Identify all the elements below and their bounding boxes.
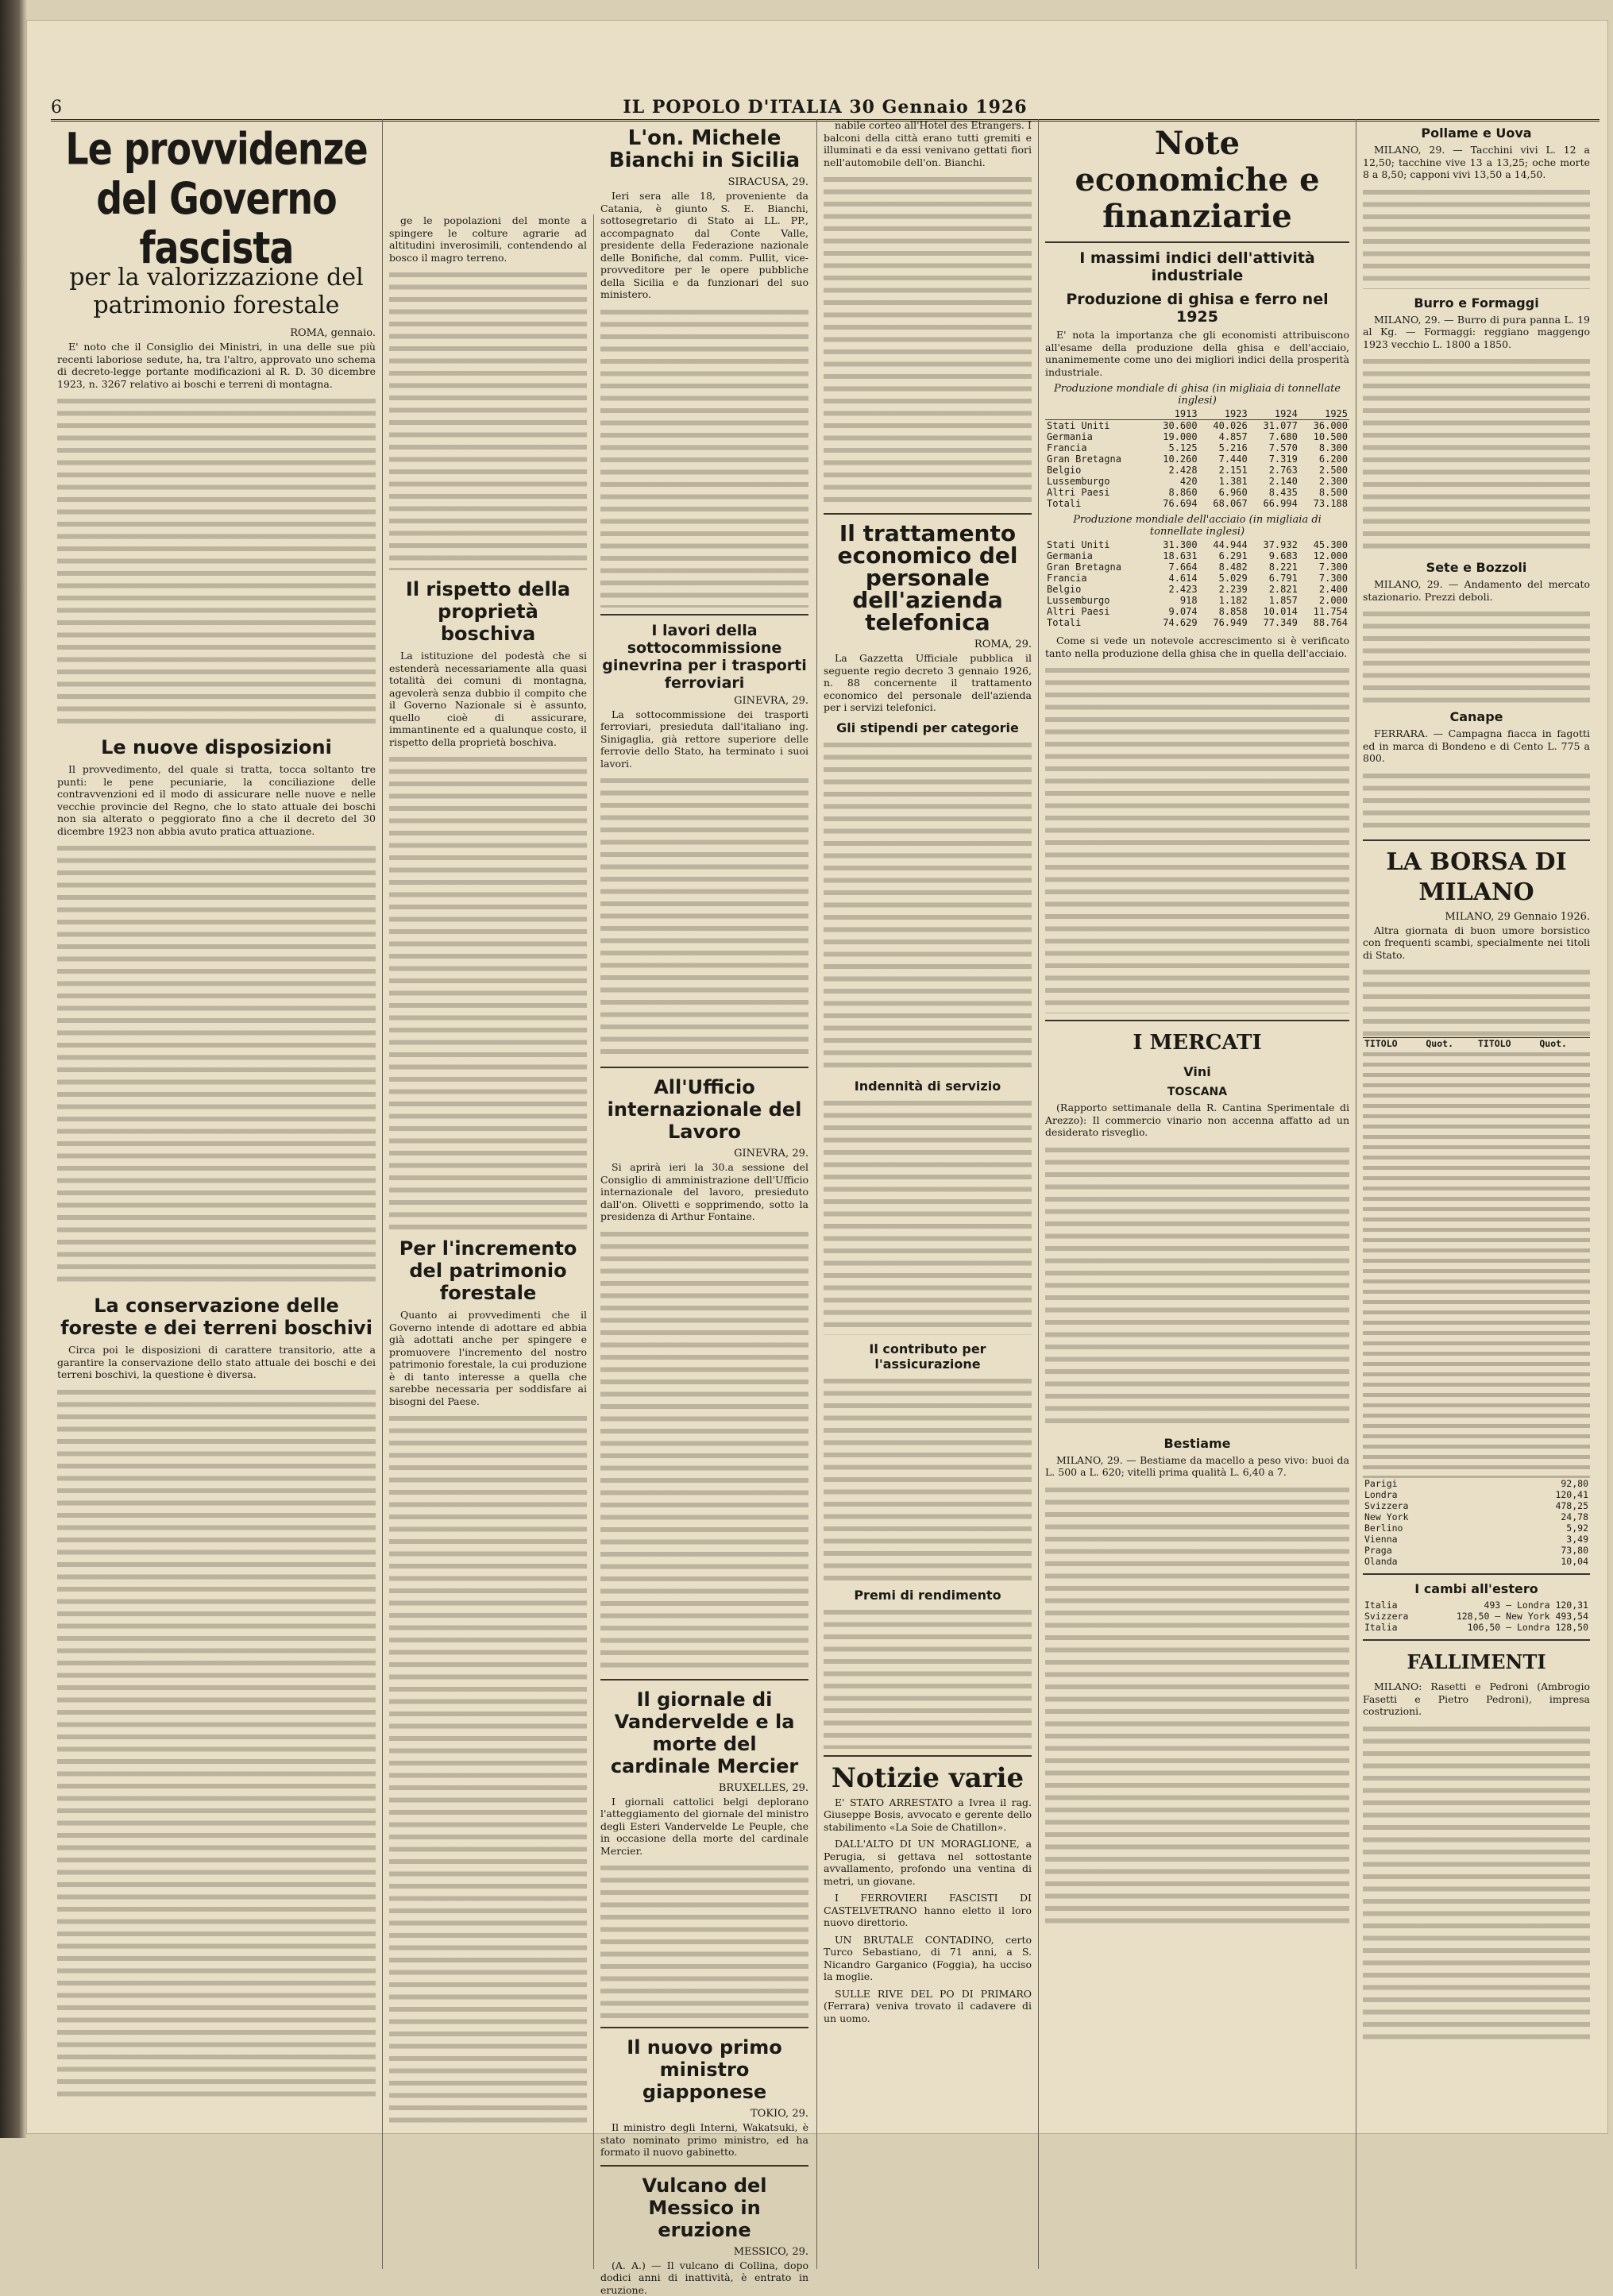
table-cell: Londra	[1363, 1489, 1491, 1500]
table-header-cell: 1925	[1299, 408, 1349, 420]
table-header-cell: 1923	[1199, 408, 1249, 420]
table-header-cell: 1913	[1149, 408, 1199, 420]
table-cell: 8.500	[1299, 487, 1349, 498]
table-header-cell: Quot.	[1424, 1038, 1476, 1050]
article-body-text	[1363, 1723, 1590, 2040]
table-cell: 36.000	[1299, 420, 1349, 432]
table-cell: 45.300	[1299, 539, 1349, 550]
article-body-text	[600, 774, 808, 1060]
table-cell: Lussemburgo	[1045, 595, 1149, 606]
table-cell: 37.932	[1249, 539, 1299, 550]
article-text: (Rapporto settimanale della R. Cantina Sperimentale di Arezzo): Il commercio vinario non accenna affatto ad un desiderato risveglio.	[1045, 1102, 1349, 1139]
section-text: Quanto ai provvedimenti che il Governo intende di adottare ed abbia già adottati anche per spingere e promuovere l'incremento del nostro patrimonio forestale, la cui produzione è di tanto interesse a quella che sarebbe necessaria per soddisfare ai bisogni del Paese.	[389, 1309, 587, 1407]
table-cell: 5.125	[1149, 442, 1199, 453]
table-title: Produzione mondiale dell'acciaio (in migliaia di tonnellate inglesi)	[1045, 514, 1349, 538]
headline-vandervelde: Il giornale di Vandervelde e la morte del cardinale Mercier	[600, 1688, 808, 1777]
exchange-table	[1363, 1599, 1590, 1633]
article-body-text	[1363, 608, 1590, 703]
table-cell: Svizzera	[1363, 1500, 1491, 1511]
headline-vulcano: Vulcano del Messico in eruzione	[600, 2174, 808, 2241]
table-cell: Gran Bretagna	[1045, 453, 1149, 465]
table-row	[1363, 1545, 1590, 1556]
page-masthead	[51, 95, 1599, 122]
table-header-cell: TITOLO	[1363, 1038, 1424, 1050]
table-row	[1363, 1556, 1590, 1567]
table-cell: 8.221	[1249, 561, 1299, 573]
table-cell: 19.000	[1149, 431, 1199, 442]
table-cell: 2.151	[1199, 465, 1249, 476]
table-cell: 2.239	[1199, 584, 1249, 595]
table-row	[1045, 584, 1349, 595]
section-heading: Vini	[1045, 1064, 1349, 1079]
table-cell: Praga	[1363, 1545, 1491, 1556]
section-heading: Le nuove disposizioni	[57, 736, 376, 758]
article-text: La Gazzetta Ufficiale pubblica il seguente regio decreto 3 gennaio 1926, n. 88 concernente il trattamento economico del personale dell'azienda per i servizi telefonici.	[824, 652, 1032, 714]
article-continuation: ge le popolazioni del monte a spingere le colture agrarie ad altitudini inverosimili, contendendo al bosco il magro terreno.	[389, 214, 587, 264]
table-cell: 2.400	[1299, 584, 1349, 595]
headline-ghisa: Produzione di ghisa e ferro nel 1925	[1045, 291, 1349, 326]
article-text: MILANO, 29. — Bestiame da macello a peso vivo: buoi da L. 500 a L. 620; vitelli prima qualità L. 6,40 a 7.	[1045, 1454, 1349, 1479]
article-text: Come si vede un notevole accrescimento si è verificato tanto nella produzione della ghisa che in quella dell'acciaio.	[1045, 635, 1349, 659]
table-cell: 10.260	[1149, 453, 1199, 465]
table-cell: 6.291	[1199, 550, 1249, 561]
table-cell: 2.000	[1299, 595, 1349, 606]
article-body-text	[389, 1412, 587, 2127]
article-body-text	[1045, 1484, 1349, 1928]
region-heading: TOSCANA	[1045, 1086, 1349, 1098]
section-text: La istituzione del podestà che si estenderà necessariamente alla quasi totalità dei comuni di montagna, agevolerà senza dubbio il compito che il Governo Nazionale si è assunto, quello cioè di assicurare, immantinente ed a qualunque costo, il rispetto della proprietà boschiva.	[389, 650, 587, 748]
table-cell: 3,49	[1491, 1534, 1590, 1545]
table-cell: 73.188	[1299, 498, 1349, 509]
section-heading: Premi di rendimento	[824, 1588, 1032, 1603]
news-brief: SULLE RIVE DEL PO DI PRIMARO (Ferrara) veniva trovato il cadavere di un uomo.	[824, 1988, 1032, 2025]
table-cell: 40.026	[1199, 420, 1249, 432]
table-cell: 76.694	[1149, 498, 1199, 509]
dateline: ROMA, 29.	[824, 639, 1032, 650]
headline-giappone: Il nuovo primo ministro giapponese	[600, 2036, 808, 2103]
table-row	[1363, 1500, 1590, 1511]
table-cell: 66.994	[1249, 498, 1299, 509]
headline-notizie-varie: Notizie varie	[824, 1763, 1032, 1793]
table-cell: 478,25	[1491, 1500, 1590, 1511]
section-title-mercati: I MERCATI	[1045, 1028, 1349, 1058]
section-heading: La conservazione delle foreste e dei terreni boschivi	[57, 1295, 376, 1339]
table-cell: Germania	[1045, 550, 1149, 561]
table-cell: Belgio	[1045, 465, 1149, 476]
article-body-text	[824, 173, 1032, 507]
table-cell: Parigi	[1363, 1478, 1491, 1489]
article-text: I giornali cattolici belgi deplorano l'atteggiamento del giornale del ministro degli Esteri Vandervelde Le Peuple, che in occasione della morte del cardinale Mercier.	[600, 1796, 808, 1858]
table-cell: 2.423	[1149, 584, 1199, 595]
table-row	[1045, 453, 1349, 465]
headline-ufficio-lavoro: All'Ufficio internazionale del Lavoro	[600, 1076, 808, 1143]
article-body-text	[389, 268, 587, 570]
column-3	[594, 119, 1039, 2269]
table-cell: 31.300	[1149, 539, 1199, 550]
table-cell: Totali	[1045, 498, 1149, 509]
table-cell: 7.664	[1149, 561, 1199, 573]
table-cell: Berlino	[1363, 1522, 1491, 1534]
table-cell: 7.300	[1299, 573, 1349, 584]
dateline: ROMA, gennaio.	[57, 327, 376, 339]
column-2	[383, 214, 594, 2269]
article-continuation: nabile corteo all'Hotel des Etrangers. I balconi della città erano tutti gremiti e illuminati e da essi venivano gettati fiori nell'automobile dell'on. Bianchi.	[824, 119, 1032, 168]
dateline: MILANO, 29 Gennaio 1926.	[1363, 911, 1590, 923]
table-cell: Francia	[1045, 573, 1149, 584]
table-cell: Lussemburgo	[1045, 476, 1149, 487]
table-cell: 88.764	[1299, 617, 1349, 628]
section-title-economia: Note economiche e finanziarie	[1045, 125, 1349, 235]
table-row	[1363, 1611, 1590, 1622]
table-cell: 7.570	[1249, 442, 1299, 453]
table-title: Produzione mondiale di ghisa (in migliaia di tonnellate inglesi)	[1045, 383, 1349, 407]
table-cell: 8.435	[1249, 487, 1299, 498]
table-row	[1045, 573, 1349, 584]
article-text: MILANO: Rasetti e Pedroni (Ambrogio Fasetti e Pietro Pedroni), impresa costruzioni.	[1363, 1681, 1590, 1718]
table-cell: 106,50 — Londra 128,50	[1422, 1622, 1590, 1633]
table-cell: 10.500	[1299, 431, 1349, 442]
page-number: 6	[51, 98, 83, 118]
column-1	[51, 119, 383, 2269]
dateline: BRUXELLES, 29.	[600, 1782, 808, 1794]
table-row	[1363, 1511, 1590, 1522]
table-row	[1045, 595, 1349, 606]
table-row	[1363, 1478, 1590, 1489]
section-heading: Canape	[1363, 709, 1590, 724]
table-cell: 9.683	[1249, 550, 1299, 561]
article-body-text	[824, 1097, 1032, 1335]
news-brief: I FERROVIERI FASCISTI DI CASTELVETRANO hanno eletto il loro nuovo direttorio.	[824, 1892, 1032, 1929]
page-binding-shadow	[0, 0, 27, 2138]
section-heading: Bestiame	[1045, 1436, 1349, 1451]
article-body-text	[57, 842, 376, 1287]
table-cell: Italia	[1363, 1599, 1422, 1611]
table-row	[1045, 465, 1349, 476]
table-cell: Svizzera	[1363, 1611, 1422, 1622]
table-header-cell	[1045, 408, 1149, 420]
table-cell: 31.077	[1249, 420, 1299, 432]
table-cell: 73,80	[1491, 1545, 1590, 1556]
table-cell: 2.428	[1149, 465, 1199, 476]
table-cell: New York	[1363, 1511, 1491, 1522]
article-text: MILANO, 29. — Burro di pura panna L. 19 al Kg. — Formaggi: reggiano maggengo 1923 vecchio L. 1800 a 1850.	[1363, 314, 1590, 351]
table-cell: 6.960	[1199, 487, 1249, 498]
article-body-text	[1363, 355, 1590, 554]
table-cell: 92,80	[1491, 1478, 1590, 1489]
table-cell: 6.200	[1299, 453, 1349, 465]
table-cell: 77.349	[1249, 617, 1299, 628]
table-row	[1045, 487, 1349, 498]
article-body-text	[824, 1375, 1032, 1581]
table-cell: 7.680	[1249, 431, 1299, 442]
headline-bianchi-sicilia: L'on. Michele Bianchi in Sicilia	[600, 127, 808, 172]
table-cell: 128,50 — New York 493,54	[1422, 1611, 1590, 1622]
table-cell: 5,92	[1491, 1522, 1590, 1534]
news-brief: UN BRUTALE CONTADINO, certo Turco Sebastiano, di 71 anni, a S. Nicandro Garganico (Foggia), ha ucciso la moglie.	[824, 1934, 1032, 1983]
table-row	[1045, 476, 1349, 487]
table-cell: Gran Bretagna	[1045, 561, 1149, 573]
table-cell: 420	[1149, 476, 1199, 487]
article-text: FERRARA. — Campagna fiacca in fagotti ed in marca di Bondeno e di Cento L. 775 a 800.	[1363, 727, 1590, 765]
article-body-text	[1045, 664, 1349, 1013]
article-body-text	[1363, 770, 1590, 833]
main-subheadline: per la valorizzazione del patrimonio forestale	[57, 264, 376, 319]
article-body-text	[600, 306, 808, 608]
table-cell: 2.821	[1249, 584, 1299, 595]
table-cell: 8.860	[1149, 487, 1199, 498]
table-cell: 7.440	[1199, 453, 1249, 465]
table-row	[1045, 617, 1349, 628]
section-text: Circa poi le disposizioni di carattere transitorio, atte a garantire la conservazione dello stato attuale dei boschi e dei terreni boschivi, la questione è diversa.	[57, 1344, 376, 1381]
table-row	[1045, 498, 1349, 509]
dateline: TOKIO, 29.	[600, 2108, 808, 2120]
section-heading: Indennità di servizio	[824, 1079, 1032, 1094]
table-cell: 2.140	[1249, 476, 1299, 487]
article-text: La sottocommissione dei trasporti ferroviari, presieduta dall'italiano ing. Sinigaglia, già rettore superiore delle ferrovie dello Stato, ha terminato i suoi lavori.	[600, 708, 808, 770]
article-body-text	[389, 753, 587, 1229]
headline-trattamento-economico: Il trattamento economico del personale dell'azienda telefonica	[824, 523, 1032, 634]
table-cell: 68.067	[1199, 498, 1249, 509]
table-cell: 1.857	[1249, 595, 1299, 606]
table-cell: 9.074	[1149, 606, 1199, 617]
table-header-cell: Quot.	[1538, 1038, 1590, 1050]
table-acciaio	[1045, 539, 1349, 628]
table-cell: Italia	[1363, 1622, 1422, 1633]
section-title-borsa: LA BORSA DI MILANO	[1363, 847, 1590, 908]
table-ghisa	[1045, 408, 1349, 509]
table-cell: 24,78	[1491, 1511, 1590, 1522]
table-cell: 1.182	[1199, 595, 1249, 606]
newspaper-title: IL POPOLO D'ITALIA 30 Gennaio 1926	[83, 97, 1568, 118]
table-cell: Totali	[1045, 617, 1149, 628]
article-body-text	[600, 1862, 808, 2020]
article-body-text	[824, 1606, 1032, 1749]
article-text: Ieri sera alle 18, proveniente da Catania, è giunto S. E. Bianchi, sottosegretario di Stato ai LL. PP., accompagnato dal Conte Valle, presidente della Federazione nazionale delle Bonifiche, dal comm. Pullit, vice-provveditore per le opere pubbliche della Sicilia e da funzionari del suo ministero.	[600, 190, 808, 301]
table-cell: 18.631	[1149, 550, 1199, 561]
cambi-table	[1363, 1478, 1590, 1567]
table-row	[1045, 431, 1349, 442]
table-row	[1363, 1522, 1590, 1534]
table-cell: 8.300	[1299, 442, 1349, 453]
table-cell: 120,41	[1491, 1489, 1590, 1500]
table-row	[1045, 442, 1349, 453]
table-cell: Germania	[1045, 431, 1149, 442]
table-header-cell: TITOLO	[1476, 1038, 1538, 1050]
table-cell: 2.300	[1299, 476, 1349, 487]
table-cell: 44.944	[1199, 539, 1249, 550]
section-heading: Il rispetto della proprietà boschiva	[389, 578, 587, 645]
section-heading: Pollame e Uova	[1363, 125, 1590, 141]
table-row	[1363, 1599, 1590, 1611]
section-text: Il provvedimento, del quale si tratta, tocca soltanto tre punti: le pene pecuniarie, la conciliazione delle contravvenzioni ed il modo di assicurare nelle nuove e nelle vecchie provincie del Regno, che lo stato attuale dei boschi non sia alterato o peggiorato fino a che il decreto del 30 dicembre 1923 non abbia avuto pratica attuazione.	[57, 763, 376, 837]
table-cell: 4.614	[1149, 573, 1199, 584]
table-row	[1045, 606, 1349, 617]
article-body-text	[57, 1386, 376, 2101]
table-row	[1045, 420, 1349, 432]
main-headline: Le provvidenze del Governo fascista	[57, 124, 376, 272]
news-brief: DALL'ALTO DI UN MORAGLIONE, a Perugia, si gettava nel sottostante avvallamento, profondo una ventina di metri, un giovane.	[824, 1838, 1032, 1887]
column-6	[1356, 119, 1596, 2269]
table-row	[1363, 1622, 1590, 1633]
table-cell: Altri Paesi	[1045, 606, 1149, 617]
table-cell: 7.300	[1299, 561, 1349, 573]
table-row	[1045, 550, 1349, 561]
headline-indici: I massimi indici dell'attività industriale	[1045, 249, 1349, 284]
dateline: MESSICO, 29.	[600, 2246, 808, 2258]
table-row	[1045, 561, 1349, 573]
headline-trasporti: I lavori della sottocommissione ginevrina per i trasporti ferroviari	[600, 622, 808, 692]
dateline: GINEVRA, 29.	[600, 1148, 808, 1160]
table-cell: 10,04	[1491, 1556, 1590, 1567]
article-body-text	[57, 395, 376, 728]
table-cell: Vienna	[1363, 1534, 1491, 1545]
table-cell: 11.754	[1299, 606, 1349, 617]
dateline: GINEVRA, 29.	[600, 695, 808, 707]
section-heading: Il contributo per l'assicurazione	[824, 1341, 1032, 1372]
table-row	[1045, 539, 1349, 550]
table-cell: 6.791	[1249, 573, 1299, 584]
article-text: E' nota la importanza che gli economisti attribuiscono all'esame della produzione della ghisa e dell'acciaio, unanimemente come uno dei migliori indici della prosperità industriale.	[1045, 329, 1349, 378]
table-cell: 8.482	[1199, 561, 1249, 573]
table-cell: 4.857	[1199, 431, 1249, 442]
stock-quote-rows	[1363, 1049, 1590, 1478]
table-cell: 5.216	[1199, 442, 1249, 453]
table-cell: Belgio	[1045, 584, 1149, 595]
article-body-text	[824, 739, 1032, 1072]
table-row	[1363, 1534, 1590, 1545]
article-body-text	[1363, 966, 1590, 1037]
table-cell: Altri Paesi	[1045, 487, 1149, 498]
table-cell: Francia	[1045, 442, 1149, 453]
section-title-fallimenti: FALLIMENTI	[1363, 1647, 1590, 1677]
section-heading: Burro e Formaggi	[1363, 295, 1590, 311]
table-header-cell: 1924	[1249, 408, 1299, 420]
table-cell: 5.029	[1199, 573, 1249, 584]
table-cell: 7.319	[1249, 453, 1299, 465]
table-cell: 493 — Londra 120,31	[1422, 1599, 1590, 1611]
table-cell: 10.014	[1249, 606, 1299, 617]
table-row	[1363, 1489, 1590, 1500]
article-lead: E' noto che il Consiglio dei Ministri, in una delle sue più recenti laboriose sedute, ha, tra l'altro, approvato uno schema di decreto-legge portante modificazioni al R. D. 30 dicembre 1923, n. 3267 relativo ai boschi e terreni di montagna.	[57, 341, 376, 390]
table-cell: 76.949	[1199, 617, 1249, 628]
table-cell: Stati Uniti	[1045, 539, 1149, 550]
table-cell: 2.763	[1249, 465, 1299, 476]
stock-quote-table	[1363, 1037, 1590, 1049]
section-heading: Sete e Bozzoli	[1363, 560, 1590, 575]
table-cell: 12.000	[1299, 550, 1349, 561]
article-body-text	[1045, 1144, 1349, 1430]
article-text: MILANO, 29. — Andamento del mercato stazionario. Prezzi deboli.	[1363, 578, 1590, 603]
article-text: (A. A.) — Il vulcano di Collina, dopo dodici anni di inattività, è entrato in eruzione.	[600, 2259, 808, 2296]
table-cell: 1.381	[1199, 476, 1249, 487]
article-text: Il ministro degli Interni, Wakatsuki, è stato nominato primo ministro, ed ha formato il nuovo gabinetto.	[600, 2121, 808, 2159]
dateline: SIRACUSA, 29.	[600, 176, 808, 188]
article-body-text	[600, 1228, 808, 1673]
article-text: Si aprirà ieri la 30.a sessione del Consiglio di amministrazione dell'Ufficio internazionale del lavoro, presieduto dall'on. Olivetti e sopprimendo, sotto la presidenza di Arthur Fontaine.	[600, 1161, 808, 1223]
table-cell: Olanda	[1363, 1556, 1491, 1567]
table-cell: Stati Uniti	[1045, 420, 1149, 432]
table-cell: 2.500	[1299, 465, 1349, 476]
section-heading: Per l'incremento del patrimonio forestale	[389, 1237, 587, 1304]
table-cell: 918	[1149, 595, 1199, 606]
section-heading: I cambi all'estero	[1363, 1581, 1590, 1596]
table-cell: 30.600	[1149, 420, 1199, 432]
table-cell: 8.858	[1199, 606, 1249, 617]
news-brief: E' STATO ARRESTATO a Ivrea il rag. Giuseppe Bosis, avvocato e gerente dello stabilimento «La Soie de Chatillon».	[824, 1796, 1032, 1834]
column-5	[1039, 119, 1356, 2269]
article-body-text	[1363, 186, 1590, 289]
article-text: MILANO, 29. — Tacchini vivi L. 12 a 12,50; tacchine vive 13 a 13,25; oche morte 8 a 8,50; capponi vivi 13,50 a 14,50.	[1363, 144, 1590, 181]
table-cell: 74.629	[1149, 617, 1199, 628]
section-heading: Gli stipendi per categorie	[824, 720, 1032, 735]
article-text: Altra giornata di buon umore borsistico con frequenti scambi, specialmente nei titoli di Stato.	[1363, 924, 1590, 962]
